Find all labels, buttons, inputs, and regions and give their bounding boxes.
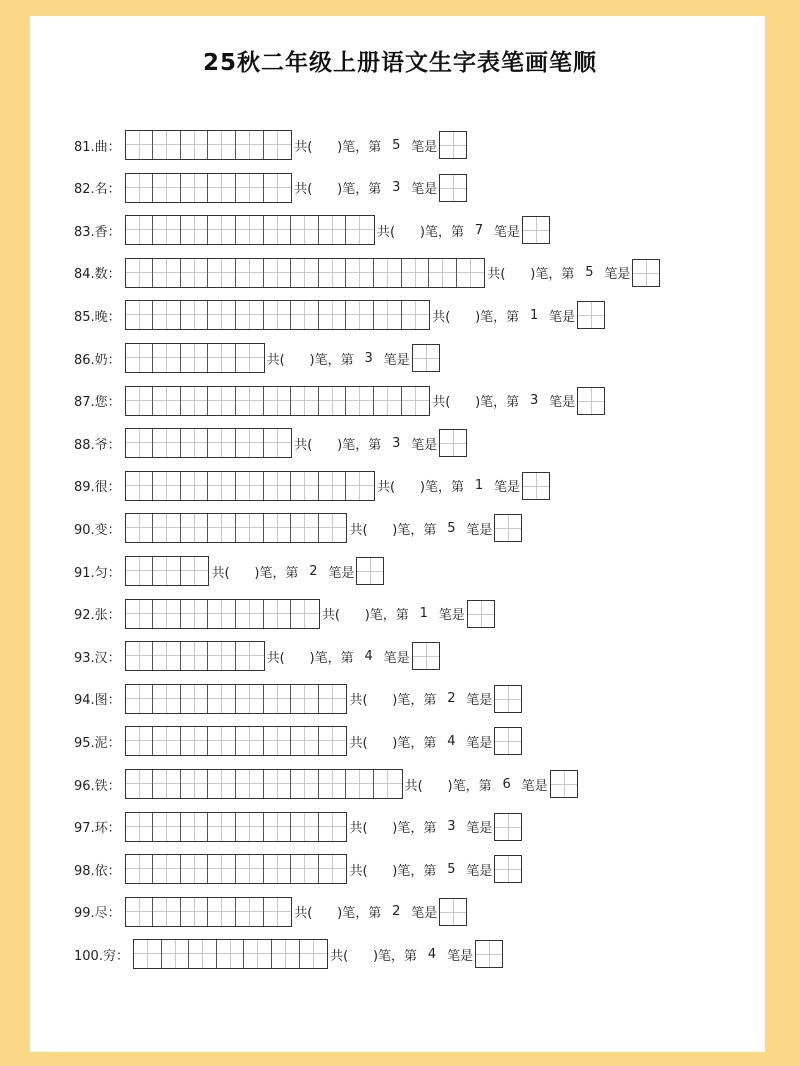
writing-cell[interactable]	[134, 940, 162, 968]
stroke-number: 6	[502, 776, 511, 792]
character-label: 85.晚：	[74, 309, 121, 325]
writing-cell[interactable]	[181, 600, 209, 628]
writing-cell[interactable]	[153, 514, 181, 542]
stroke-writing-grid[interactable]	[125, 428, 293, 458]
writing-cell[interactable]	[236, 685, 264, 713]
answer-box[interactable]	[439, 898, 467, 926]
writing-cell[interactable]	[291, 514, 319, 542]
character-label: 91.匀：	[74, 565, 121, 581]
stroke-writing-grid[interactable]	[125, 343, 265, 373]
character-label: 98.依：	[74, 863, 121, 879]
writing-cell[interactable]	[374, 770, 402, 798]
total-strokes-prompt: 共( )笔，第	[377, 480, 464, 496]
writing-cell[interactable]	[181, 813, 209, 841]
writing-cell[interactable]	[264, 472, 292, 500]
writing-cell[interactable]	[153, 131, 181, 159]
writing-cell[interactable]	[181, 344, 209, 372]
writing-cell[interactable]	[181, 727, 209, 755]
total-strokes-prompt: 共( )笔，第	[432, 395, 520, 411]
writing-cell[interactable]	[126, 344, 154, 372]
exercise-row	[74, 130, 467, 160]
character-label: 82.名：	[74, 182, 121, 198]
writing-cell[interactable]	[264, 387, 292, 415]
writing-cell[interactable]	[300, 940, 328, 968]
answer-box[interactable]	[439, 131, 467, 159]
answer-box[interactable]	[550, 770, 578, 798]
writing-cell[interactable]	[153, 642, 181, 670]
writing-cell[interactable]	[264, 216, 292, 244]
character-label: 100.穷：	[74, 948, 129, 964]
character-label: 97.环：	[74, 821, 121, 837]
total-strokes-prompt: 共( )笔，第	[432, 309, 520, 325]
exercise-row	[74, 173, 467, 203]
writing-cell[interactable]	[217, 940, 245, 968]
writing-cell[interactable]	[291, 770, 319, 798]
writing-cell[interactable]	[208, 642, 236, 670]
writing-cell[interactable]	[236, 429, 264, 457]
writing-cell[interactable]	[291, 813, 319, 841]
total-strokes-prompt: 共( )笔，第	[377, 224, 464, 240]
writing-cell[interactable]	[153, 387, 181, 415]
stroke-is-prompt: 笔是	[549, 395, 576, 411]
writing-cell[interactable]	[374, 387, 402, 415]
writing-cell[interactable]	[208, 216, 236, 244]
stroke-is-prompt: 笔是	[438, 608, 465, 624]
total-strokes-prompt: 共( )笔，第	[266, 352, 354, 368]
writing-cell[interactable]	[153, 429, 181, 457]
total-strokes-prompt: 共( )笔，第	[294, 182, 382, 198]
character-label: 95.泥：	[74, 735, 121, 751]
writing-cell[interactable]	[236, 259, 264, 287]
writing-cell[interactable]	[126, 685, 154, 713]
character-label: 93.汉：	[74, 650, 121, 666]
writing-cell[interactable]	[181, 685, 209, 713]
stroke-number: 2	[392, 904, 401, 920]
exercise-row	[74, 343, 440, 373]
writing-cell[interactable]	[153, 600, 181, 628]
total-strokes-prompt: 共( )笔，第	[211, 565, 299, 581]
writing-cell[interactable]	[153, 344, 181, 372]
stroke-writing-grid[interactable]	[125, 258, 486, 288]
exercise-row	[74, 684, 522, 714]
exercise-row	[74, 854, 522, 884]
total-strokes-prompt: 共( )笔，第	[349, 735, 437, 751]
total-strokes-prompt: 共( )笔，第	[349, 522, 437, 538]
page-title: 25秋二年级上册语文生字表笔画笔顺	[202, 50, 597, 76]
writing-cell[interactable]	[153, 813, 181, 841]
writing-cell[interactable]	[264, 600, 292, 628]
answer-box[interactable]	[439, 429, 467, 457]
writing-cell[interactable]	[264, 813, 292, 841]
writing-cell[interactable]	[126, 727, 154, 755]
writing-cell[interactable]	[153, 770, 181, 798]
writing-cell[interactable]	[153, 472, 181, 500]
writing-cell[interactable]	[346, 259, 374, 287]
writing-cell[interactable]	[126, 131, 154, 159]
stroke-number: 3	[447, 819, 456, 835]
exercise-row	[74, 513, 522, 543]
writing-cell[interactable]	[181, 301, 209, 329]
total-strokes-prompt: 共( )笔，第	[321, 608, 409, 624]
stroke-writing-grid[interactable]	[125, 854, 348, 884]
stroke-writing-grid[interactable]	[125, 215, 375, 245]
total-strokes-prompt: 共( )笔，第	[266, 650, 354, 666]
stroke-number: 3	[364, 350, 373, 366]
writing-cell[interactable]	[291, 685, 319, 713]
character-label: 81.曲：	[74, 139, 121, 155]
answer-box[interactable]	[494, 813, 522, 841]
stroke-is-prompt: 笔是	[604, 267, 631, 283]
writing-cell[interactable]	[153, 898, 181, 926]
writing-cell[interactable]	[126, 216, 154, 244]
writing-cell[interactable]	[208, 855, 236, 883]
writing-cell[interactable]	[126, 174, 154, 202]
writing-cell[interactable]	[208, 770, 236, 798]
total-strokes-prompt: 共( )笔，第	[404, 778, 492, 794]
character-label: 87.您：	[74, 395, 121, 411]
writing-cell[interactable]	[346, 216, 374, 244]
writing-cell[interactable]	[126, 429, 154, 457]
writing-cell[interactable]	[319, 387, 347, 415]
writing-cell[interactable]	[153, 259, 181, 287]
answer-box[interactable]	[439, 174, 467, 202]
stroke-writing-grid[interactable]	[125, 130, 293, 160]
writing-cell[interactable]	[319, 301, 347, 329]
writing-cell[interactable]	[153, 727, 181, 755]
writing-cell[interactable]	[319, 685, 347, 713]
answer-box[interactable]	[632, 259, 660, 287]
stroke-writing-grid[interactable]	[125, 599, 320, 629]
writing-cell[interactable]	[264, 770, 292, 798]
stroke-is-prompt: 笔是	[411, 906, 438, 922]
writing-cell[interactable]	[402, 259, 430, 287]
character-label: 99.尽：	[74, 906, 121, 922]
writing-cell[interactable]	[153, 855, 181, 883]
writing-cell[interactable]	[291, 216, 319, 244]
stroke-is-prompt: 笔是	[328, 565, 355, 581]
stroke-number: 5	[447, 520, 456, 536]
stroke-writing-grid[interactable]	[125, 684, 348, 714]
writing-cell[interactable]	[208, 387, 236, 415]
writing-cell[interactable]	[291, 387, 319, 415]
writing-cell[interactable]	[208, 301, 236, 329]
writing-cell[interactable]	[208, 514, 236, 542]
writing-cell[interactable]	[208, 685, 236, 713]
writing-cell[interactable]	[162, 940, 190, 968]
stroke-is-prompt: 笔是	[447, 948, 474, 964]
writing-cell[interactable]	[374, 301, 402, 329]
writing-cell[interactable]	[153, 685, 181, 713]
writing-cell[interactable]	[346, 770, 374, 798]
stroke-number: 1	[474, 478, 484, 494]
writing-cell[interactable]	[181, 387, 209, 415]
stroke-is-prompt: 笔是	[411, 182, 438, 198]
character-label: 86.奶：	[74, 352, 121, 368]
writing-cell[interactable]	[126, 813, 154, 841]
total-strokes-prompt: 共( )笔，第	[330, 948, 418, 964]
writing-cell[interactable]	[181, 557, 209, 585]
writing-cell[interactable]	[319, 813, 347, 841]
writing-cell[interactable]	[264, 727, 292, 755]
exercise-row	[74, 769, 578, 799]
writing-cell[interactable]	[126, 301, 154, 329]
total-strokes-prompt: 共( )笔，第	[294, 906, 382, 922]
stroke-number: 5	[585, 265, 594, 281]
stroke-is-prompt: 笔是	[493, 480, 520, 496]
exercise-row	[74, 386, 605, 416]
writing-cell[interactable]	[153, 301, 181, 329]
stroke-number: 3	[392, 180, 401, 196]
writing-cell[interactable]	[181, 770, 209, 798]
stroke-number: 4	[447, 733, 456, 749]
stroke-writing-grid[interactable]	[125, 897, 293, 927]
writing-cell[interactable]	[264, 259, 292, 287]
character-label: 90.变：	[74, 522, 121, 538]
writing-cell[interactable]	[236, 301, 264, 329]
character-label: 89.很：	[74, 480, 121, 496]
writing-cell[interactable]	[208, 600, 236, 628]
writing-cell[interactable]	[264, 301, 292, 329]
character-label: 84.数：	[74, 267, 121, 283]
stroke-writing-grid[interactable]	[125, 769, 403, 799]
exercise-row	[74, 258, 660, 288]
answer-box[interactable]	[412, 344, 440, 372]
writing-cell[interactable]	[208, 259, 236, 287]
writing-cell[interactable]	[264, 174, 292, 202]
writing-cell[interactable]	[319, 259, 347, 287]
writing-cell[interactable]	[208, 813, 236, 841]
writing-cell[interactable]	[181, 259, 209, 287]
writing-cell[interactable]	[181, 216, 209, 244]
writing-cell[interactable]	[181, 642, 209, 670]
writing-cell[interactable]	[264, 131, 292, 159]
answer-box[interactable]	[467, 600, 495, 628]
writing-cell[interactable]	[153, 216, 181, 244]
writing-cell[interactable]	[291, 727, 319, 755]
stroke-writing-grid[interactable]	[133, 939, 328, 969]
writing-cell[interactable]	[236, 770, 264, 798]
writing-cell[interactable]	[181, 855, 209, 883]
stroke-number: 2	[309, 563, 318, 579]
exercise-row	[74, 215, 550, 245]
answer-box[interactable]	[494, 685, 522, 713]
writing-cell[interactable]	[374, 259, 402, 287]
answer-box[interactable]	[577, 387, 605, 415]
writing-cell[interactable]	[153, 557, 181, 585]
writing-cell[interactable]	[126, 514, 154, 542]
stroke-number: 5	[392, 137, 401, 153]
writing-cell[interactable]	[346, 387, 374, 415]
total-strokes-prompt: 共( )笔，第	[294, 139, 382, 155]
character-label: 94.图：	[74, 693, 121, 709]
answer-box[interactable]	[522, 216, 550, 244]
writing-cell[interactable]	[319, 770, 347, 798]
writing-cell[interactable]	[181, 174, 209, 202]
writing-cell[interactable]	[189, 940, 217, 968]
exercise-row	[74, 641, 440, 671]
answer-box[interactable]	[522, 472, 550, 500]
total-strokes-prompt: 共( )笔，第	[349, 863, 437, 879]
answer-box[interactable]	[494, 727, 522, 755]
stroke-number: 3	[392, 435, 401, 451]
exercise-row	[74, 556, 384, 586]
writing-cell[interactable]	[181, 514, 209, 542]
writing-cell[interactable]	[236, 514, 264, 542]
stroke-writing-grid[interactable]	[125, 300, 431, 330]
writing-cell[interactable]	[126, 387, 154, 415]
writing-cell[interactable]	[208, 429, 236, 457]
stroke-number: 7	[474, 222, 484, 238]
exercise-row	[74, 471, 550, 501]
writing-cell[interactable]	[126, 472, 154, 500]
stroke-writing-grid[interactable]	[125, 513, 348, 543]
writing-cell[interactable]	[208, 898, 236, 926]
writing-cell[interactable]	[264, 514, 292, 542]
writing-cell[interactable]	[291, 259, 319, 287]
writing-cell[interactable]	[208, 174, 236, 202]
writing-cell[interactable]	[346, 301, 374, 329]
answer-box[interactable]	[577, 301, 605, 329]
writing-cell[interactable]	[236, 898, 264, 926]
writing-cell[interactable]	[236, 344, 264, 372]
stroke-number: 1	[419, 606, 428, 622]
stroke-is-prompt: 笔是	[466, 693, 493, 709]
writing-cell[interactable]	[319, 855, 347, 883]
writing-cell[interactable]	[457, 259, 485, 287]
writing-cell[interactable]	[181, 472, 209, 500]
stroke-number: 4	[427, 946, 437, 962]
stroke-writing-grid[interactable]	[125, 556, 210, 586]
character-label: 92.张：	[74, 608, 121, 624]
writing-cell[interactable]	[272, 940, 300, 968]
exercise-row	[74, 726, 522, 756]
writing-cell[interactable]	[402, 301, 430, 329]
total-strokes-prompt: 共( )笔，第	[349, 821, 437, 837]
stroke-number: 2	[447, 691, 456, 707]
stroke-number: 4	[364, 648, 373, 664]
writing-cell[interactable]	[319, 472, 347, 500]
writing-cell[interactable]	[236, 600, 264, 628]
exercise-row	[74, 428, 467, 458]
writing-cell[interactable]	[264, 898, 292, 926]
writing-cell[interactable]	[264, 685, 292, 713]
writing-cell[interactable]	[429, 259, 457, 287]
writing-cell[interactable]	[236, 642, 264, 670]
exercise-row	[74, 599, 495, 629]
total-strokes-prompt: 共( )笔，第	[487, 267, 575, 283]
exercise-row	[74, 300, 605, 330]
answer-box[interactable]	[412, 642, 440, 670]
writing-cell[interactable]	[236, 855, 264, 883]
writing-cell[interactable]	[208, 131, 236, 159]
stroke-number: 3	[530, 393, 539, 409]
stroke-number: 5	[447, 861, 456, 877]
writing-cell[interactable]	[153, 174, 181, 202]
writing-cell[interactable]	[291, 855, 319, 883]
exercise-row	[74, 812, 522, 842]
writing-cell[interactable]	[236, 472, 264, 500]
writing-cell[interactable]	[319, 727, 347, 755]
writing-cell[interactable]	[236, 216, 264, 244]
stroke-is-prompt: 笔是	[411, 437, 438, 453]
writing-cell[interactable]	[208, 727, 236, 755]
stroke-writing-grid[interactable]	[125, 726, 348, 756]
writing-cell[interactable]	[126, 770, 154, 798]
writing-cell[interactable]	[126, 557, 154, 585]
stroke-is-prompt: 笔是	[466, 863, 493, 879]
answer-box[interactable]	[494, 855, 522, 883]
character-label: 83.香：	[74, 224, 121, 240]
stroke-is-prompt: 笔是	[466, 735, 493, 751]
exercise-row	[74, 939, 503, 969]
writing-cell[interactable]	[236, 131, 264, 159]
writing-cell[interactable]	[291, 301, 319, 329]
writing-cell[interactable]	[126, 642, 154, 670]
answer-box[interactable]	[356, 557, 384, 585]
writing-cell[interactable]	[126, 259, 154, 287]
stroke-writing-grid[interactable]	[125, 812, 348, 842]
writing-cell[interactable]	[181, 898, 209, 926]
total-strokes-prompt: 共( )笔，第	[349, 693, 437, 709]
stroke-is-prompt: 笔是	[549, 309, 576, 325]
stroke-is-prompt: 笔是	[411, 139, 438, 155]
writing-cell[interactable]	[236, 387, 264, 415]
writing-cell[interactable]	[208, 344, 236, 372]
writing-cell[interactable]	[208, 472, 236, 500]
writing-cell[interactable]	[236, 174, 264, 202]
writing-cell[interactable]	[236, 727, 264, 755]
writing-cell[interactable]	[319, 216, 347, 244]
writing-cell[interactable]	[319, 514, 347, 542]
stroke-writing-grid[interactable]	[125, 471, 375, 501]
writing-cell[interactable]	[244, 940, 272, 968]
answer-box[interactable]	[475, 940, 503, 968]
character-label: 96.铁：	[74, 778, 121, 794]
stroke-is-prompt: 笔是	[521, 778, 548, 794]
stroke-writing-grid[interactable]	[125, 173, 293, 203]
stroke-writing-grid[interactable]	[125, 641, 265, 671]
total-strokes-prompt: 共( )笔，第	[294, 437, 382, 453]
stroke-is-prompt: 笔是	[466, 522, 493, 538]
character-label: 88.爷：	[74, 437, 121, 453]
writing-cell[interactable]	[126, 600, 154, 628]
writing-cell[interactable]	[291, 472, 319, 500]
writing-cell[interactable]	[291, 600, 319, 628]
stroke-is-prompt: 笔是	[383, 650, 410, 666]
writing-cell[interactable]	[264, 429, 292, 457]
writing-cell[interactable]	[126, 855, 154, 883]
writing-cell[interactable]	[126, 898, 154, 926]
writing-cell[interactable]	[181, 131, 209, 159]
stroke-number: 1	[530, 307, 539, 323]
stroke-is-prompt: 笔是	[383, 352, 410, 368]
stroke-writing-grid[interactable]	[125, 386, 431, 416]
writing-cell[interactable]	[264, 855, 292, 883]
writing-cell[interactable]	[402, 387, 430, 415]
writing-cell[interactable]	[346, 472, 374, 500]
stroke-is-prompt: 笔是	[493, 224, 520, 240]
writing-cell[interactable]	[181, 429, 209, 457]
stroke-is-prompt: 笔是	[466, 821, 493, 837]
writing-cell[interactable]	[236, 813, 264, 841]
exercise-row	[74, 897, 467, 927]
answer-box[interactable]	[494, 514, 522, 542]
